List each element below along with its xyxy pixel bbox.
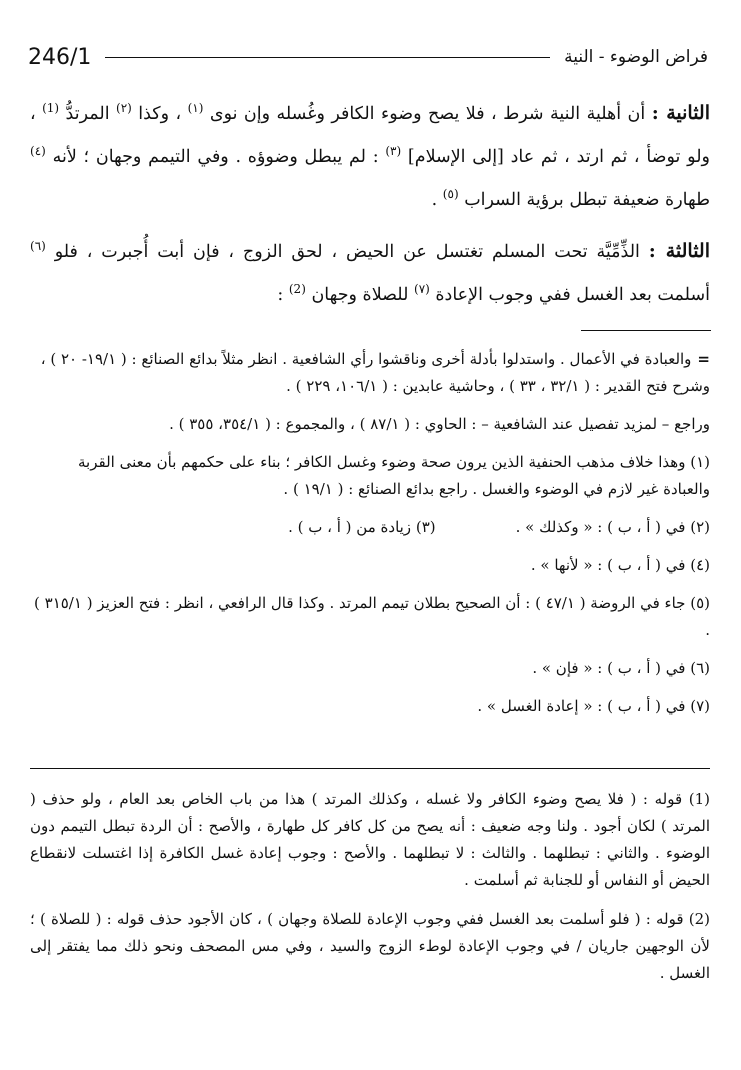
text-run: الذِّمِّيَّة تحت المسلم تغتسل عن الحيض ، لحق الزوج ، فإن أبت أُجبرت ، فلو	[45, 242, 649, 263]
commentary-item: (2) قوله : ( فلو أسلمت بعد الغسل ففي وجوب الإعادة للصلاة وجهان ) ، كان الأجود حذف قوله : ( للصلاة ) ؛ لأن الوجهين جاريان / في وجوب الإعادة لوطء الزوج والسيد ، وفي مس المصحف ونحو ذلك مما يفتقر إلى الغسل .	[30, 910, 710, 982]
paragraph-lead: الثالثة :	[648, 240, 710, 263]
footnote-ref: (٥)	[442, 186, 459, 201]
footnote-item: (٦) في ( أ ، ب ) : « فإن » .	[532, 659, 710, 677]
text-run: :	[277, 285, 289, 306]
commentary-separator	[30, 768, 710, 769]
comment-ref: (2)	[288, 282, 306, 297]
footnote-ref: (٣)	[385, 143, 402, 158]
footnote-row	[30, 514, 710, 541]
paragraph-second	[30, 90, 710, 218]
main-text	[30, 90, 710, 324]
footnote-item: (١) وهذا خلاف مذهب الحنفية الذين يرون صحة وضوء وغسل الكافر ؛ بناء على حكمهم بأن معنى القربة والعبادة غير لازم في الوضوء والغسل . راجع بدائع الصنائع : ( ١٩/١ ) .	[78, 453, 710, 498]
footnote-item: (٢) في ( أ ، ب ) : « وكذلك » .	[515, 518, 710, 536]
text-run: : لم يبطل وضوؤه . وفي التيمم وجهان ؛ لأنه	[45, 146, 386, 167]
footnote-ref: (٧)	[414, 282, 430, 297]
footnote-text: والعبادة في الأعمال . واستدلوا بأدلة أخرى وناقشوا رأي الشافعية . انظر مثلاً بدائع الصنائع : ( ١٩/١- ٢٠ ) ، وشرح فتح القدير : ( ٣٢/١ ، ٣٣ ) ، وحاشية عابدين : ( ١٠٦/١، ٢٢٩ ) .	[40, 350, 710, 395]
text-run: أسلمت بعد الغسل ففي وجوب الإعادة	[429, 285, 710, 306]
paragraph-lead: الثانية :	[651, 101, 710, 124]
footnote-item: (٣) زيادة من ( أ ، ب ) .	[288, 518, 436, 536]
commentary	[30, 786, 710, 999]
footnote-separator	[581, 330, 711, 331]
page-header	[28, 42, 708, 72]
comment-ref: (1)	[42, 101, 60, 115]
footnote-item: وراجع – لمزيد تفصيل عند الشافعية – : الحاوي : ( ٨٧/١ ) ، والمجموع : ( ٣٥٤/١، ٣٥٥ ) .	[169, 415, 710, 433]
text-run: أن أهلية النية شرط ، فلا يصح وضوء الكافر وغُسله وإن نوى	[203, 103, 652, 124]
text-run: ، وكذا	[131, 103, 188, 124]
text-run: ، ولو توضأ ، ثم ارتد ، ثم عاد [إلى الإسلام]	[30, 103, 710, 167]
text-run: طهارة ضعيفة تبطل برؤية السراب	[458, 189, 710, 210]
footnote-ref: (١)	[187, 101, 204, 115]
footnote-item: (٤) في ( أ ، ب ) : « لأنها » .	[530, 556, 710, 574]
footnotes	[30, 346, 710, 731]
running-title: فراض الوضوء - النية	[564, 47, 708, 67]
footnote-continuation	[30, 346, 710, 400]
continuation-mark: =	[697, 350, 710, 368]
paragraph-third	[30, 228, 710, 314]
header-rule	[105, 57, 550, 58]
text-run: المرتدُّ	[59, 103, 116, 124]
footnote-ref: (٦)	[30, 239, 46, 254]
footnote-ref: (٢)	[116, 101, 132, 115]
text-run: .	[431, 189, 443, 210]
page-number: 246/1	[28, 44, 92, 70]
footnote-item: (٧) في ( أ ، ب ) : « إعادة الغسل » .	[477, 697, 710, 715]
footnote-item: (٥) جاء في الروضة ( ٤٧/١ ) : أن الصحيح بطلان تيمم المرتد . وكذا قال الرافعي ، انظر : فتح العزيز ( ٣١٥/١ ) .	[34, 594, 710, 639]
footnote-ref: (٤)	[30, 143, 46, 158]
text-run: للصلاة وجهان	[305, 285, 414, 306]
commentary-item: (1) قوله : ( فلا يصح وضوء الكافر ولا غسله ، وكذلك المرتد ) هذا من باب الخاص بعد العام ، ولو حذف ( المرتد ) لكان أجود . ولنا وجه ضعيف : أنه يصح من كل كافر كل طهارة ، والأصح : أن الردة تبطل التيمم دون الوضوء . والثاني : تبطلهما . والثالث : لا تبطلهما . والأصح : وجوب إعادة غسل الكافرة إذا اغتسلت لانقطاع الحيض أو النفاس أو للجنابة ثم أسلمت .	[30, 790, 710, 889]
